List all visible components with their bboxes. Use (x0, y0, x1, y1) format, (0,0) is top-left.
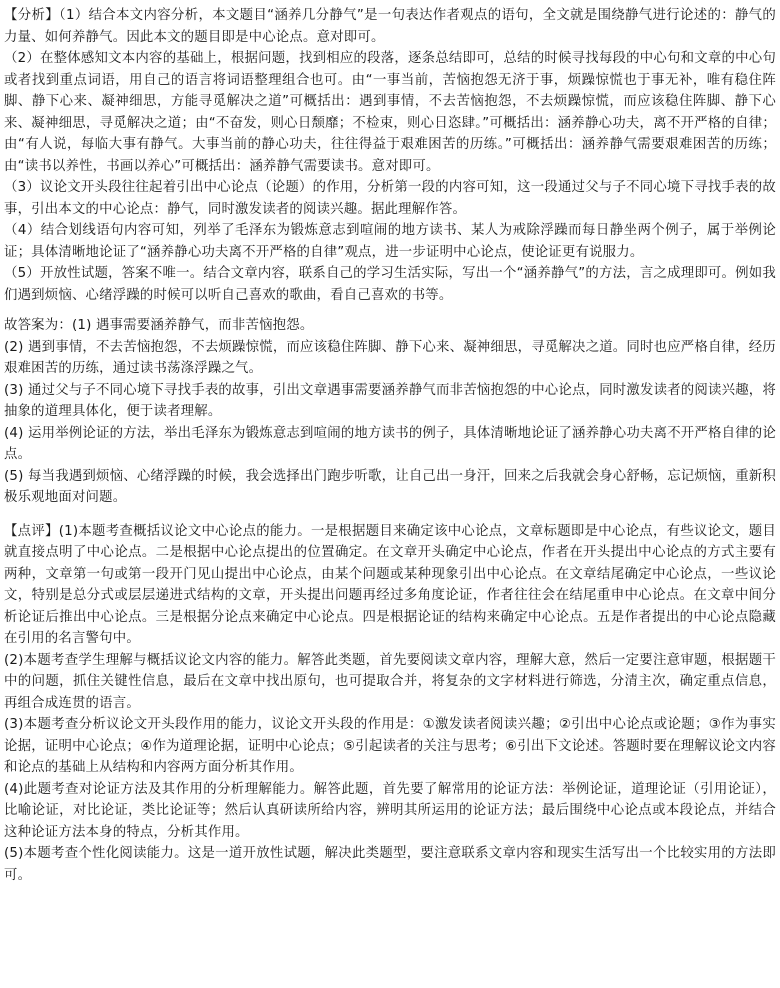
section-spacer (4, 306, 776, 315)
analysis-paragraph-1: 【分析】（1）结合本文内容分析，本文题目“涵养几分静气”是一句表达作者观点的语句，全文就是围绕静气进行论述的：静气的力量、如何养静气。因此本文的题目即是中心论点。意对即可。 (4, 8, 776, 45)
analysis-paragraph-2: （2）在整体感知文本内容的基础上，根据问题，找到相应的段落，逐条总结即可，总结的时候寻找每段的中心句和文章的中心句或者找到重点词语，用自己的语言将词语整理组合也可。由“一事当前，苦恼抱怨无济于事，烦躁惊慌也于事无补，唯有稳住阵脚、静下心来、凝神细思，方能寻觅解决之道”可概括出：遇到事情，不去苦恼抱怨，不去烦躁惊慌，而应该稳住阵脚、静下心来、凝神细思，寻觅解决之道；由“不奋发，则心日颓靡；不检束，则心日恣肆。”可概括出：涵养静心功夫，离不开严格的自律；由“有人说，每临大事有静气。大事当前的静心功夫，往往得益于艰难困苦的历练。”可概括出：涵养静气需要艰难困苦的历练；由“读书以养性，书画以养心”可概括出：涵养静气需要读书。意对即可。 (4, 51, 776, 174)
comment-paragraph-3: (3)本题考查分析议论文开头段作用的能力，议论文开头段的作用是：①激发读者阅读兴趣；②引出中心论点或论题；③作为事实论据，证明中心论点；④作为道理论据，证明中心论点；⑤引起读者的关注与思考；⑥引出下文论述。答题时要在理解议论文内容和论点的基础上从结构和内容两方面分析其作用。 (4, 717, 776, 775)
answer-paragraph-5: (5) 每当我遇到烦恼、心绪浮躁的时候，我会选择出门跑步听歌，让自己出一身汗，回来之后我就会身心舒畅，忘记烦恼，重新积极乐观地面对问题。 (4, 468, 776, 505)
section-spacer (4, 509, 776, 521)
answer-paragraph-4: (4) 运用举例论证的方法，举出毛泽东为锻炼意志到喧闹的地方读书的例子，具体清晰地论证了涵养静心功夫离不开严格自律的论点。 (4, 425, 776, 462)
comment-paragraph-4: (4)此题考查对论证方法及其作用的分析理解能力。解答此题，首先要了解常用的论证方法：举例论证，道理论证（引用论证），比喻论证，对比论证，类比论证等；然后认真研读所给内容，辨明其所运用的论证方法；最后围绕中心论点或本段论点，并结合这种论证方法本身的特点，分析其作用。 (4, 781, 776, 840)
analysis-paragraph-3: （3）议论文开头段往往起着引出中心论点（论题）的作用，分析第一段的内容可知，这一段通过父与子不同心境下寻找手表的故事，引出本文的中心论点：静气，同时激发读者的阅读兴趣。据此理解作答。 (4, 180, 776, 217)
analysis-section (4, 5, 776, 306)
comments-section (4, 521, 776, 887)
answers-section (4, 315, 776, 509)
analysis-paragraph-5: （5）开放性试题，答案不唯一。结合文章内容，联系自己的学习生活实际，写出一个“涵养静气”的方法，言之成理即可。例如我们遇到烦恼、心绪浮躁的时候可以听自己喜欢的歌曲，看自己喜欢的书等。 (4, 266, 776, 303)
answer-paragraph-2: (2) 遇到事情，不去苦恼抱怨，不去烦躁惊慌，而应该稳住阵脚、静下心来、凝神细思，寻觅解决之道。同时也应严格自律，经历艰难困苦的历练，通过读书荡涤浮躁之气。 (4, 339, 776, 376)
answer-paragraph-3: (3) 通过父与子不同心境下寻找手表的故事，引出文章遇事需要涵养静气而非苦恼抱怨的中心论点，同时激发读者的阅读兴趣，将抽象的道理具体化，便于读者理解。 (4, 382, 776, 419)
comment-paragraph-5: (5)本题考查个性化阅读能力。这是一道开放性试题，解决此类题型，要注意联系文章内容和现实生活写出一个比较实用的方法即可。 (4, 846, 776, 883)
analysis-paragraph-4: （4）结合划线语句内容可知，列举了毛泽东为锻炼意志到喧闹的地方读书、某人为戒除浮躁而每日静坐两个例子，属于举例论证；具体清晰地论证了“涵养静心功夫离不开严格的自律”观点，进一步证明中心论点，使论证更有说服力。 (4, 223, 776, 260)
comment-paragraph-1: 【点评】(1)本题考查概括议论文中心论点的能力。一是根据题目来确定该中心论点，文章标题即是中心论点，有些议论文，题目就直接点明了中心论点。二是根据中心论点提出的位置确定。在文章开头确定中心论点，作者在开头提出中心论点的方式主要有两种，文章第一句或第一段开门见山提出中心论点，由某个问题或某种现象引出中心论点。在文章结尾确定中心论点，一些议论文，特别是总分式或层层递进式结构的文章，开头提出问题再经过多角度论证，作者往往会在结尾重申中心论点。在文章中间分析论证后推出中心论点。三是根据分论点来确定中心论点。四是根据论证的结构来确定中心论点。五是作者提出的中心论点隐藏在引用的名言警句中。 (4, 523, 776, 646)
answer-paragraph-1: 故答案为：(1) 遇事需要涵养静气，而非苦恼抱怨。 (4, 318, 314, 333)
comment-paragraph-2: (2)本题考查学生理解与概括议论文内容的能力。解答此类题，首先要阅读文章内容，理解大意，然后一定要注意审题，根据题干中的问题，抓住关键性信息，最后在文章中找出原句，也可提取合并，将复杂的文字材料进行筛选，分清主次，确定重点信息，再组合成连贯的语言。 (4, 652, 776, 711)
